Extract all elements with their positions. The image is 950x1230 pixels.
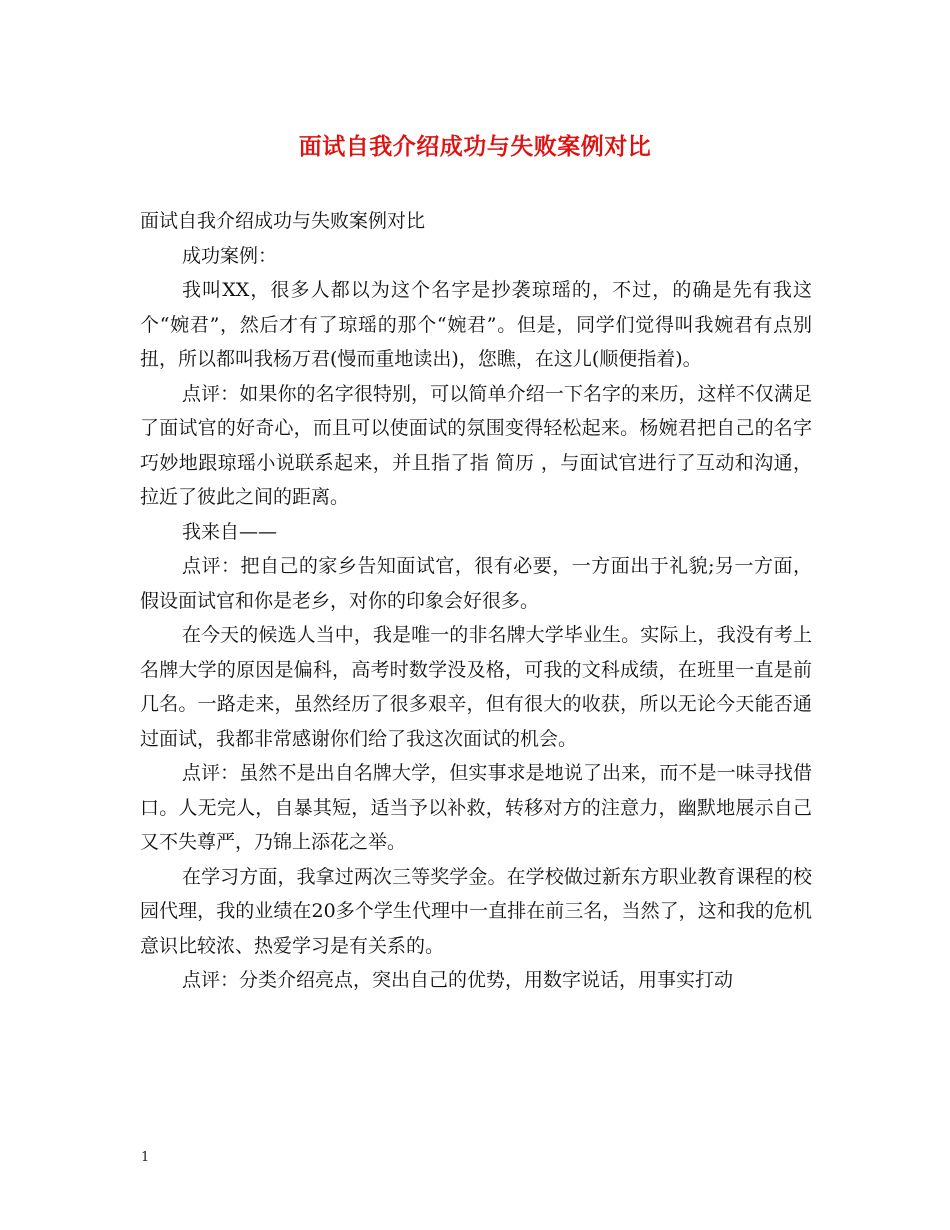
paragraph-comment: 点评：分类介绍亮点，突出自己的优势，用数字说话，用事实打动 <box>182 969 734 991</box>
paragraph: 在今天的候选人当中，我是唯一的非名牌大学毕业生。实际上，我没有考上名牌大学的原因是偏科，高考时数学没及格，可我的文科成绩，在班里一直是前几名。一路走来，虽然经历了很多艰辛，但有很大的收获，所以无论今天能否通过面试，我都非常感谢你们给了我这次面试的机会。 <box>140 624 812 750</box>
paragraph-success-case-label: 成功案例： <box>182 244 278 267</box>
paragraph-comment: 点评：如果你的名字很特别，可以简单介绍一下名字的来历，这样不仅满足了面试官的好奇心，而且可以使面试的氛围变得轻松起来。杨婉君把自己的名字巧妙地跟琼瑶小说联系起来，并且指了指 简历 ，与面试官进行了互动和沟通，拉近了彼此之间的距离。 <box>140 382 812 508</box>
paragraph-comment: 点评：虽然不是出自名牌大学，但实事求是地说了出来，而不是一味寻找借口。人无完人，自暴其短，适当予以补救，转移对方的注意力，幽默地展示自己又不失尊严，乃锦上添花之举。 <box>140 762 812 853</box>
document-title: 面试自我介绍成功与失败案例对比 <box>298 134 652 160</box>
document-body <box>140 204 812 998</box>
paragraph: 我叫XX，很多人都以为这个名字是抄袭琼瑶的，不过，的确是先有我这个“婉君”，然后才有了琼瑶的那个“婉君”。但是，同学们觉得叫我婉君有点别扭，所以都叫我杨万君(慢而重地读出)，您瞧，在这儿(顺便指着)。 <box>140 279 812 370</box>
body-heading: 面试自我介绍成功与失败案例对比 <box>140 210 426 232</box>
paragraph: 在学习方面，我拿过两次三等奖学金。在学校做过新东方职业教育课程的校园代理，我的业绩在20多个学生代理中一直排在前三名，当然了，这和我的危机意识比较浓、热爱学习是有关系的。 <box>140 865 812 957</box>
page-number: 1 <box>141 1150 150 1165</box>
paragraph: 我来自—— <box>182 520 278 543</box>
paragraph-comment: 点评：把自己的家乡告知面试官，很有必要，一方面出于礼貌;另一方面，假设面试官和你是老乡，对你的印象会好很多。 <box>140 555 812 612</box>
